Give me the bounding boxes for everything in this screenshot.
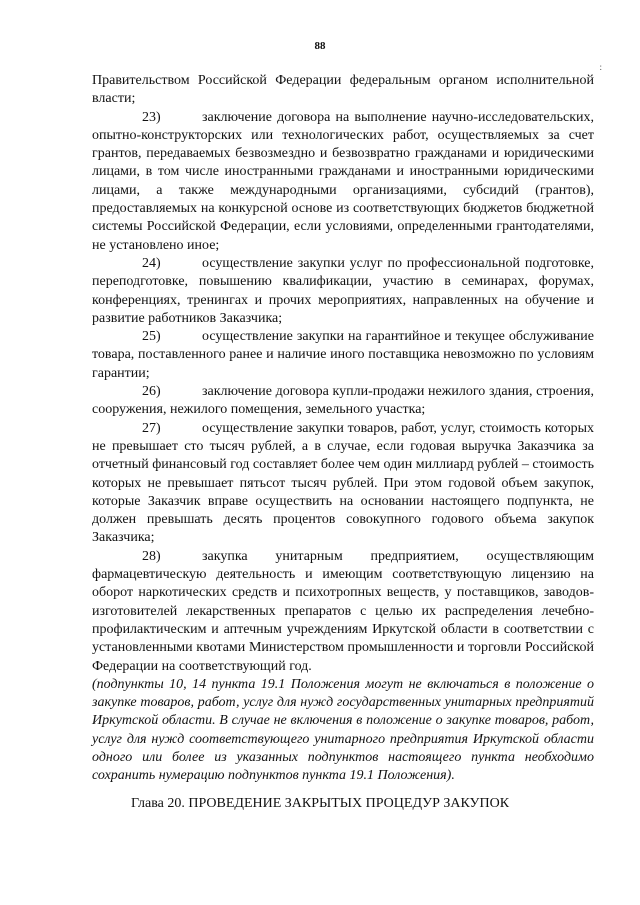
page-number: 88: [314, 40, 326, 52]
chapter-heading: Глава 20. ПРОВЕДЕНИЕ ЗАКРЫТЫХ ПРОЦЕДУР ЗАКУПОК: [130, 796, 510, 811]
item-number: 25): [142, 329, 161, 345]
paragraph-text: заключение договора купли-продажи нежилого здания, строения, сооружения, нежилого помещения, земельного участка;: [92, 384, 594, 418]
paragraph-text: Правительством Российской Федерации федеральным органом исполнительной власти;: [92, 73, 594, 107]
italic-note: (подпункты 10, 14 пункта 19.1 Положения могут не включаться в положение о закупке товаров, работ, услуг для нужд государственных унитарных предприятий Иркутской области. В случае не включения в положение о закупке товаров, работ, услуг для нужд соответствующего унитарного предприятия Иркутской области одного или более из указанных подпунктов настоящего пункта необходимо сохранить нумерацию подпунктов пункта 19.1 Положения).: [92, 676, 594, 784]
paragraph-item-27: [92, 420, 594, 548]
paragraph-text: заключение договора на выполнение научно-исследовательских, опытно-конструкторских или технологических работ, осуществляемых за счет грантов, передаваемых безвозмездно и безвозвратно гражданами и юридическими лицами, в том числе иностранными гражданами и иностранными юридическими лицами, а также международными организациями, субсидий (грантов), предоставляемых на конкурсной основе из соответствующих бюджетов бюджетной системы Российской Федерации, если условиями, определенными грантодателями, не установлено иное;: [92, 109, 594, 253]
paragraph-text: осуществление закупки на гарантийное и текущее обслуживание товара, поставленного ранее и наличие иного поставщика невозможно по условиям гарантии;: [92, 329, 594, 381]
paragraph-text: осуществление закупки товаров, работ, услуг, стоимость которых не превышает сто тысяч рублей, а в случае, если годовая выручка Заказчика за отчетный финансовый год составляет более чем один миллиард рублей – стоимость которых не превышает пятьсот тысяч рублей. При этом годовой объем закупок, которые Заказчик вправе осуществить на основании настоящего подпункта, не должен превышать десять процентов совокупного годового объема закупок Заказчика;: [92, 420, 594, 546]
item-number: 26): [142, 384, 161, 400]
paragraph-item-23: [92, 109, 594, 255]
document-body: [92, 72, 594, 786]
item-number: 27): [142, 420, 161, 436]
paragraph-item-28: [92, 548, 594, 676]
paragraph-text: осуществление закупки услуг по профессиональной подготовке, переподготовке, повышению квалификации, участию в семинарах, форумах, конференциях, тренингах и прочих мероприятиях, направленных на обучение и развитие работников Заказчика;: [92, 255, 594, 326]
item-number: 23): [142, 109, 161, 125]
item-number: 24): [142, 255, 161, 271]
paragraph-item-24: [92, 255, 594, 328]
margin-mark: :: [599, 62, 602, 72]
paragraph-continuation: [92, 72, 594, 109]
item-number: 28): [142, 548, 161, 564]
paragraph-item-26: [92, 383, 594, 420]
paragraph-text: закупка унитарным предприятием, осуществляющим фармацевтическую деятельность и имеющим соответствующую лицензию на оборот наркотических средств и психотропных веществ, у поставщиков, заводов-изготовителей лекарственных препаратов с целью их распределения лечебно-профилактическим и аптечным учреждениям Иркутской области в соответствии с установленными квотами Министерством промышленности и торговли Российской Федерации на соответствующий год.: [92, 548, 594, 674]
paragraph-item-25: [92, 328, 594, 383]
